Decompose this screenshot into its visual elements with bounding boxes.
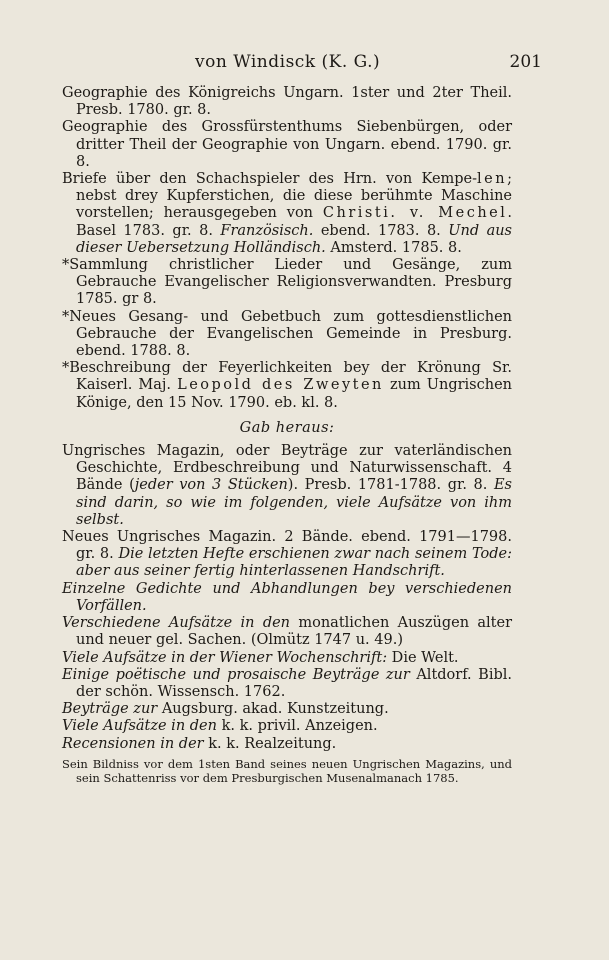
page-number: 201 [509,52,542,72]
section-heading: Gab heraus: [239,419,335,436]
bibliography-entry: Neues Ungrisches Magazin. 2 Bände. ebend. 1791—1798. gr. 8. Die letzten Hefte erschienen zwar nach seinem Tode: aber aus seiner fertig hinterlassenen Handschrift. [62,529,512,580]
bibliography-entry: *Beschreibung der Feyerlichkeiten bey der Krönung Sr. Kaiserl. Maj. Leopold des Zweyten zum Ungrischen Könige, den 15 Nov. 1790. eb. kl. 8. [62,360,512,411]
bibliography-entry: Viele Aufsätze in den k. k. privil. Anzeigen. [62,718,378,735]
bibliography-entry: Einzelne Gedichte und Abhandlungen bey verschiedenen Vorfällen. [62,580,512,614]
bibliography-entry: Verschiedene Aufsätze in den monatlichen Auszügen alter und neuer gel. Sachen. (Olmütz 1747 u. 49.) [62,615,513,649]
page-body [62,85,512,796]
bibliography-entry: Einige poëtische und prosaische Beyträge zur Altdorf. Bibl. der schön. Wissensch. 1762. [62,666,512,700]
bibliography-entry: *Sammlung christlicher Lieder und Gesänge, zum Gebrauche Evangelischer Religionsverwandten. Presburg 1785. gr 8. [62,257,512,308]
bibliography-entry: Beyträge zur Augsburg. akad. Kunstzeitung. [62,701,389,718]
bibliography-entry: Geographie des Grossfürstenthums Siebenbürgen, oder dritter Theil der Geographie von Ungarn. ebend. 1790. gr. 8. [62,119,512,170]
running-head: von Windisck (K. G.) [195,52,381,72]
bibliography-entry: Geographie des Königreichs Ungarn. 1ster und 2ter Theil. Presb. 1780. gr. 8. [62,85,512,119]
bibliography-entry: Ungrisches Magazin, oder Beyträge zur vaterländischen Geschichte, Erdbeschreibung und Naturwissenschaft. 4 Bände (jeder von 3 Stücken). Presb. 1781-1788. gr. 8. Es sind darin, so wie im folgenden, viele Aufsätze von ihm selbst. [62,443,512,528]
bibliography-entry: Recensionen in der k. k. Realzeitung. [62,735,337,752]
footnote: Sein Bildniss vor dem 1sten Band seines neuen Ungrischen Magazins, und sein Schattenriss vor dem Presburgischen Musenalmanach 1785. [62,756,512,785]
bibliography-entry: Viele Aufsätze in der Wiener Wochenschrift: Die Welt. [62,649,459,666]
bibliography-entry: Briefe über den Schachspieler des Hrn. von Kempe-len; nebst drey Kupferstichen, die diese berühmte Maschine vorstellen; herausgegeben von Christi. v. Mechel. Basel 1783. gr. 8. Französisch. ebend. 1783. 8. Und aus dieser Uebersetzung Holländisch. Amsterd. 1785. 8. [62,171,513,256]
page-header [60,52,542,72]
bibliography-entry: *Neues Gesang- und Gebetbuch zum gottesdienstlichen Gebrauche der Evangelischen Gemeinde in Presburg. ebend. 1788. 8. [62,308,512,360]
